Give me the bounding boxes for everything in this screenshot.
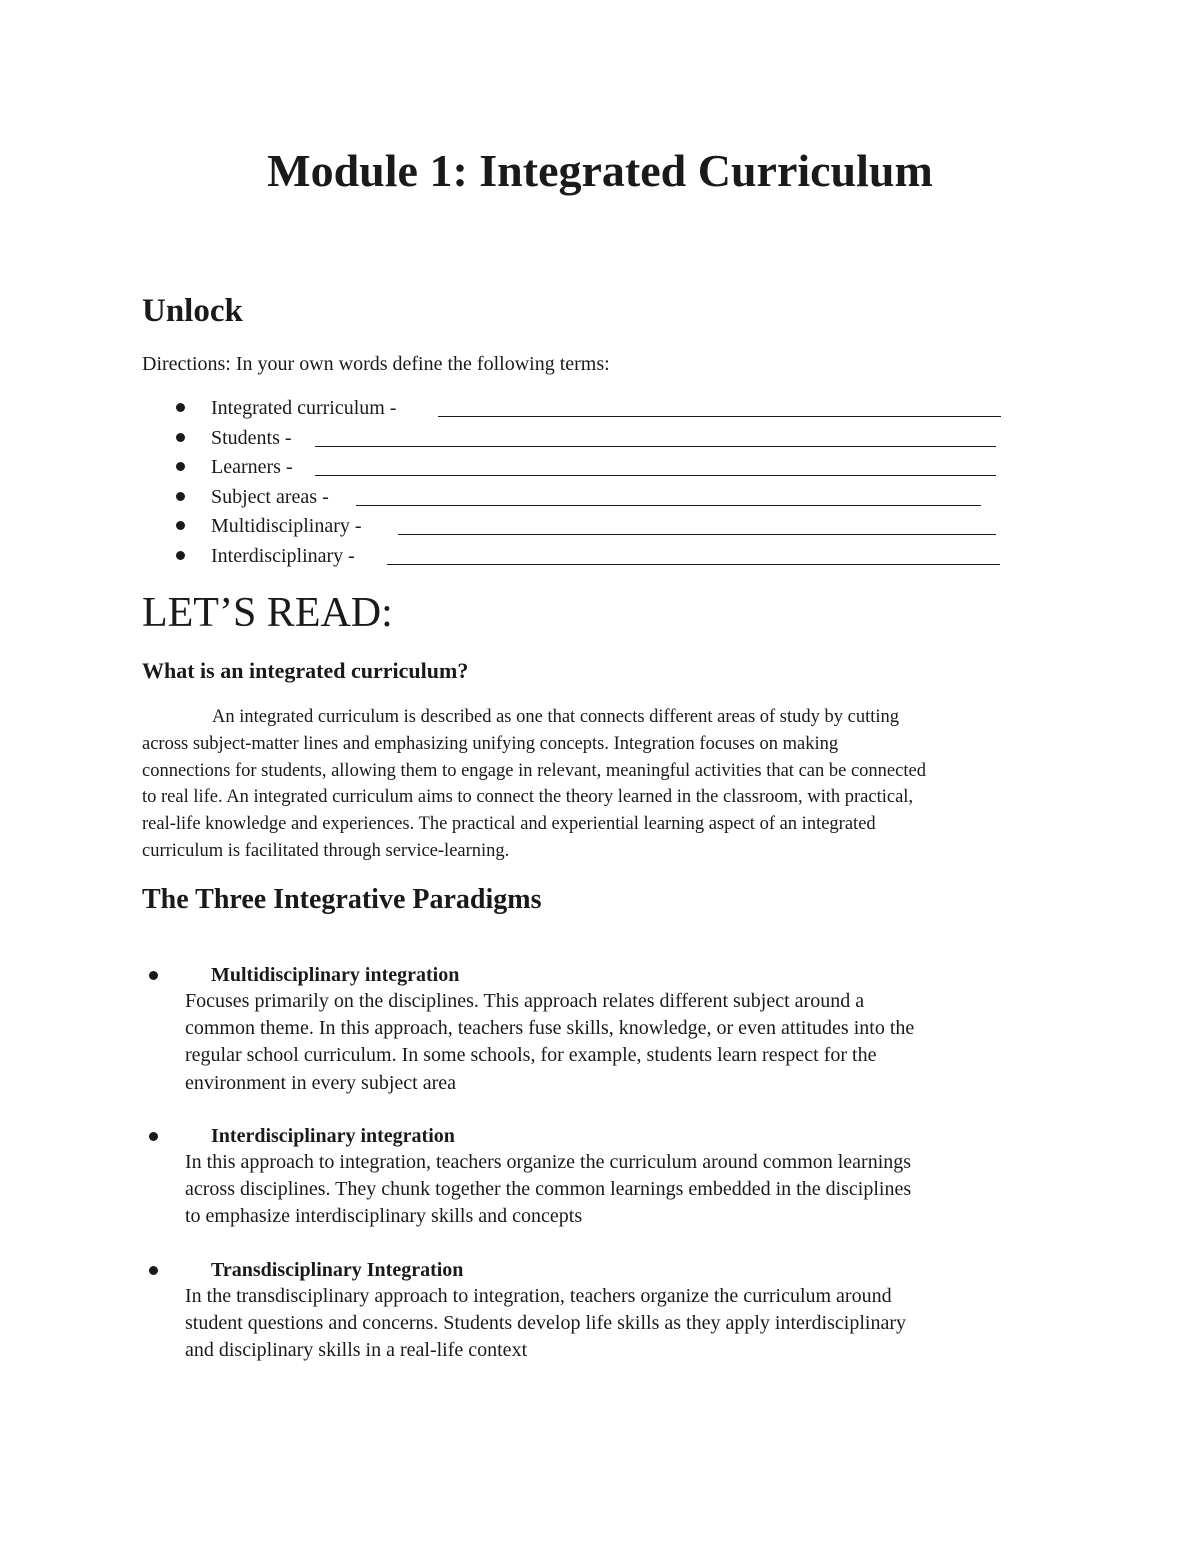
paradigm-title: Interdisciplinary integration bbox=[211, 1125, 455, 1147]
bullet-icon bbox=[176, 462, 185, 471]
bullet-icon bbox=[176, 403, 185, 412]
term-item bbox=[0, 453, 1200, 481]
term-label: Multidisciplinary - bbox=[211, 515, 362, 538]
description-line: common theme. In this approach, teachers fuse skills, knowledge, or even attitudes into the bbox=[185, 1017, 915, 1040]
description-line: and disciplinary skills in a real-life context bbox=[185, 1339, 528, 1362]
answer-blank bbox=[315, 475, 996, 476]
description-line: Focuses primarily on the disciplines. This approach relates different subject around a bbox=[185, 990, 865, 1012]
description-line: to emphasize interdisciplinary skills and concepts bbox=[185, 1205, 583, 1228]
paragraph-line: across subject-matter lines and emphasizing unifying concepts. Integration focuses on making bbox=[142, 733, 839, 754]
paragraph-line: real-life knowledge and experiences. The practical and experiential learning aspect of an integrated bbox=[142, 814, 876, 835]
paragraph-line: An integrated curriculum is described as one that connects different areas of study by cutting bbox=[212, 707, 900, 727]
bullet-icon bbox=[176, 433, 185, 442]
answer-blank bbox=[356, 505, 981, 506]
directions-text: Directions: In your own words define the following terms: bbox=[142, 353, 610, 375]
answer-blank bbox=[438, 416, 1001, 417]
term-item bbox=[0, 394, 1200, 422]
description-line: student questions and concerns. Students develop life skills as they apply interdisciplinary bbox=[185, 1312, 906, 1335]
lets-read-heading: LET’S READ: bbox=[142, 590, 393, 636]
term-label: Students - bbox=[211, 426, 292, 449]
bullet-icon bbox=[149, 1132, 158, 1141]
description-line: regular school curriculum. In some schools, for example, students learn respect for the bbox=[185, 1044, 877, 1067]
paragraph-line: connections for students, allowing them to engage in relevant, meaningful activities that can be connected bbox=[142, 760, 926, 781]
term-item bbox=[0, 424, 1200, 452]
paragraph-line: to real life. An integrated curriculum aims to connect the theory learned in the classroom, with practical, bbox=[142, 787, 914, 808]
term-item bbox=[0, 483, 1200, 511]
description-line: In this approach to integration, teachers organize the curriculum around common learnings bbox=[185, 1151, 912, 1173]
description-line: across disciplines. They chunk together the common learnings embedded in the disciplines bbox=[185, 1178, 912, 1201]
bullet-icon bbox=[149, 1266, 158, 1275]
paradigm-title: Multidisciplinary integration bbox=[211, 964, 460, 986]
answer-blank bbox=[398, 534, 996, 535]
description-line: environment in every subject area bbox=[185, 1071, 456, 1094]
term-label: Learners - bbox=[211, 456, 293, 479]
paradigm-description bbox=[185, 1283, 1065, 1365]
term-item bbox=[0, 542, 1200, 570]
paradigm-description bbox=[185, 1149, 1065, 1231]
paradigm-description bbox=[185, 988, 1065, 1097]
answer-blank bbox=[315, 446, 996, 447]
bullet-icon bbox=[176, 521, 185, 530]
answer-blank bbox=[387, 564, 1000, 565]
paradigms-heading: The Three Integrative Paradigms bbox=[142, 884, 542, 915]
bullet-icon bbox=[176, 551, 185, 560]
paradigm-title: Transdisciplinary Integration bbox=[211, 1259, 464, 1281]
question-heading: What is an integrated curriculum? bbox=[142, 658, 469, 683]
description-line: In the transdisciplinary approach to integration, teachers organize the curriculum around bbox=[185, 1285, 892, 1307]
page-title: Module 1: Integrated Curriculum bbox=[267, 145, 933, 196]
term-label: Subject areas - bbox=[211, 485, 329, 508]
term-label: Integrated curriculum - bbox=[211, 397, 397, 419]
bullet-icon bbox=[149, 971, 158, 980]
term-item bbox=[0, 512, 1200, 540]
unlock-heading: Unlock bbox=[142, 293, 243, 329]
intro-paragraph bbox=[142, 704, 1062, 865]
paragraph-line: curriculum is facilitated through service-learning. bbox=[142, 840, 510, 861]
term-label: Interdisciplinary - bbox=[211, 545, 355, 567]
bullet-icon bbox=[176, 492, 185, 501]
